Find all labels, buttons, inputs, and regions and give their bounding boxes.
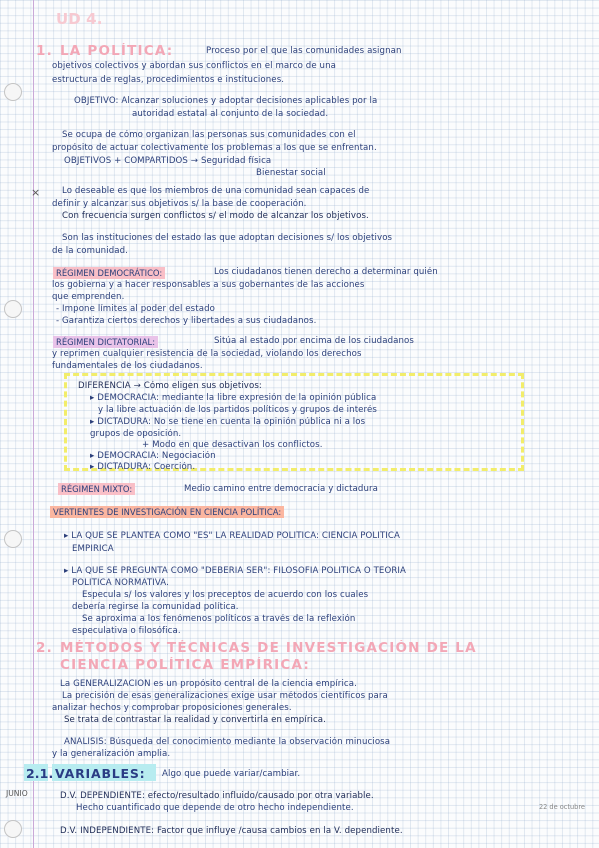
text-line: ▸ DEMOCRACIA: mediante la libre expresión de la opinión pública [90, 393, 377, 403]
text-line: Se trata de contrastar la realidad y convertirla en empírica. [64, 715, 326, 725]
binder-hole [4, 83, 22, 101]
text-line: Bienestar social [256, 168, 326, 178]
text-line: D.V. DEPENDIENTE: efecto/resultado influido/causado por otra variable. [60, 791, 374, 801]
text-line: analizar hechos y comprobar proposiciones generales. [52, 703, 292, 713]
text-line: Se ocupa de cómo organizan las personas sus comunidades con el [62, 130, 356, 140]
section-title: MÉTODOS Y TÉCNICAS DE INVESTIGACIÓN DE LA [60, 640, 477, 656]
section-number: 2. [36, 640, 53, 656]
binder-hole [4, 530, 22, 548]
binder-hole [4, 820, 22, 838]
bullet-line: - Garantiza ciertos derechos y libertades a sus ciudadanos. [56, 316, 317, 326]
text-line: D.V. INDEPENDIENTE: Factor que influye /causa cambios en la V. dependiente. [60, 826, 403, 836]
text-line: Algo que puede variar/cambiar. [162, 769, 301, 779]
text-line: y la generalización amplia. [52, 749, 171, 759]
margin-line [33, 0, 34, 848]
text-line: y reprimen cualquier resistencia de la sociedad, violando los derechos [52, 349, 362, 359]
text-line: especulativa o filosófica. [72, 626, 181, 636]
text-line: ▸ DEMOCRACIA: Negociación [90, 451, 216, 461]
text-line: ▸ DICTADURA: Coerción. [90, 462, 196, 472]
text-line: Los ciudadanos tienen derecho a determinar quién [214, 267, 438, 277]
text-line: Proceso por el que las comunidades asignan [206, 46, 402, 56]
text-line: Especula s/ los valores y los preceptos de acuerdo con los cuales [82, 590, 369, 600]
x-mark: × [31, 186, 41, 199]
text-line: + Modo en que desactivan los conflictos. [142, 440, 323, 450]
text-line: ▸ LA QUE SE PREGUNTA CÓMO "DEBERÍA SER": FILOSOFÍA POLÍTICA O TEORÍA [64, 566, 406, 576]
text-line: y la libre actuación de los partidos políticos y grupos de interés [98, 405, 377, 415]
text-line: POLÍTICA NORMATIVA. [72, 578, 169, 588]
subsection-number: 2.1. [26, 766, 54, 781]
text-line: estructura de reglas, procedimientos e instituciones. [52, 75, 285, 85]
text-line: La GENERALIZACIÓN es un propósito central de la ciencia empírica. [60, 679, 357, 689]
variables-title: VARIABLES: [55, 766, 146, 781]
date-stamp: 22 de octubre [538, 803, 585, 811]
vertientes-label: VERTIENTES DE INVESTIGACIÓN EN CIENCIA POLÍTICA: [50, 506, 284, 518]
binder-hole [4, 300, 22, 318]
section-title: CIENCIA POLÍTICA EMPÍRICA: [60, 657, 311, 673]
text-line: definir y alcanzar sus objetivos s/ la base de cooperación. [52, 199, 307, 209]
text-line: Lo deseable es que los miembros de una comunidad sean capaces de [62, 186, 370, 196]
text-line: ▸ DICTADURA: No se tiene en cuenta la opinión pública ni a los [90, 417, 366, 427]
page-title: UD 4. [56, 10, 103, 28]
margin-note: JUNIO [6, 789, 28, 798]
regimen-mixto-label: RÉGIMEN MIXTO: [58, 483, 135, 495]
text-line: DIFERENCIA → Cómo eligen sus objetivos: [78, 381, 262, 391]
text-line: propósito de actuar colectivamente los problemas a los que se enfrentan. [52, 143, 377, 153]
text-line: Hecho cuantificado que depende de otro hecho independiente. [76, 803, 354, 813]
text-line: Son las instituciones del estado las que adoptan decisiones s/ los objetivos [62, 233, 393, 243]
text-line: La precisión de esas generalizaciones exige usar métodos científicos para [62, 691, 388, 701]
bullet-line: - Impone límites al poder del estado [56, 304, 215, 314]
text-line: Sitúa al estado por encima de los ciudadanos [214, 336, 414, 346]
regimen-dictatorial-label: RÉGIMEN DICTATORIAL: [53, 336, 158, 348]
text-line: OBJETIVO: Alcanzar soluciones y adoptar decisiones aplicables por la [74, 96, 378, 106]
text-line: Medio camino entre democracia y dictadura [184, 484, 379, 494]
text-line: OBJETIVOS + COMPARTIDOS → Seguridad física [64, 156, 272, 166]
regimen-democratico-label: RÉGIMEN DEMOCRÁTICO: [53, 267, 165, 279]
section-number: 1. [36, 43, 53, 59]
text-line: EMPÍRICA [72, 544, 114, 554]
text-line: debería regirse la comunidad política. [72, 602, 239, 612]
text-line: Se aproxima a los fenómenos políticos a través de la reflexión [82, 614, 356, 624]
text-line: objetivos colectivos y abordan sus conflictos en el marco de una [52, 61, 336, 71]
section-title: LA POLÍTICA: [60, 43, 174, 59]
text-line: los gobierna y a hacer responsables a sus gobernantes de las acciones [52, 280, 365, 290]
text-line: grupos de oposición. [90, 429, 182, 439]
text-line: de la comunidad. [52, 246, 129, 256]
text-line: Con frecuencia surgen conflictos s/ el modo de alcanzar los objetivos. [62, 211, 369, 221]
text-line: que emprenden. [52, 292, 125, 302]
text-line: fundamentales de los ciudadanos. [52, 361, 203, 371]
text-line: ▸ LA QUE SE PLANTEA CÓMO "ES" LA REALIDAD POLÍTICA: CIENCIA POLÍTICA [64, 531, 401, 541]
text-line: autoridad estatal al conjunto de la sociedad. [132, 109, 329, 119]
text-line: ANÁLISIS: Búsqueda del conocimiento mediante la observación minuciosa [64, 737, 391, 747]
